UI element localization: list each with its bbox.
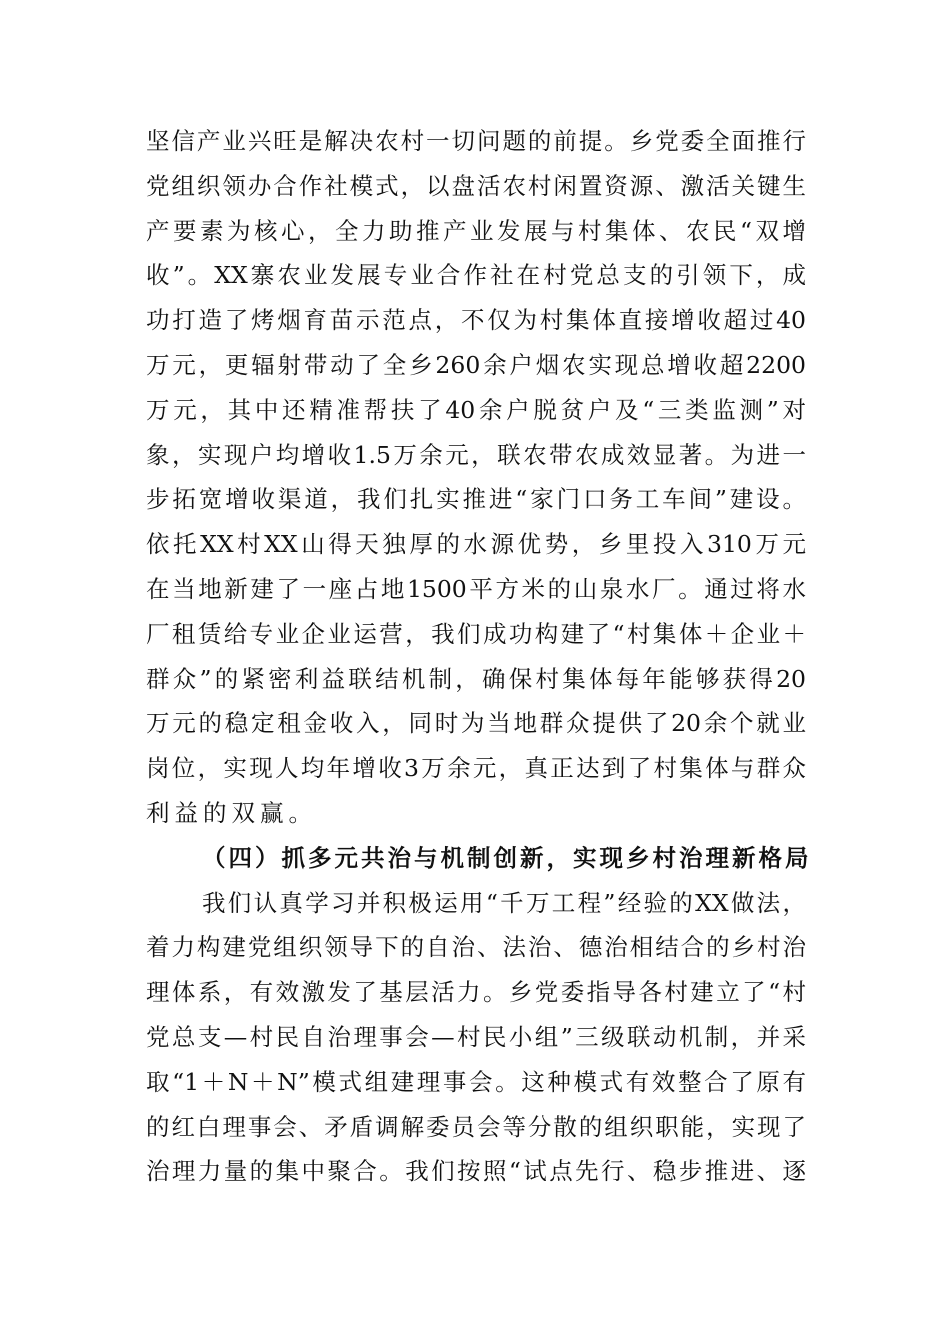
paragraph-line: 收”。XX寨农业发展专业合作社在村党总支的引领下，成 (146, 261, 806, 290)
paragraph-line: 理体系，有效激发了基层活力。乡党委指导各村建立了“村 (146, 978, 806, 1007)
paragraph-line: 万元，更辐射带动了全乡260余户烟农实现总增收超2200 (146, 350, 806, 379)
paragraph-line: 万元，其中还精准帮扶了40余户脱贫户及“三类监测”对 (146, 395, 806, 424)
paragraph-line: 步拓宽增收渠道，我们扎实推进“家门口务工车间”建设。 (146, 485, 806, 514)
paragraph-line: 依托XX村XX山得天独厚的水源优势，乡里投入310万元 (146, 530, 806, 559)
paragraph-line: 功打造了烤烟育苗示范点，不仅为村集体直接增收超过40 (146, 306, 806, 335)
paragraph-line: 产要素为核心，全力助推产业发展与村集体、农民“双增 (146, 216, 806, 245)
paragraph-line: 治理力量的集中聚合。我们按照“试点先行、稳步推进、逐 (146, 1157, 806, 1186)
section-heading: （四）抓多元共治与机制创新，实现乡村治理新格局 (202, 843, 812, 872)
paragraph-line: 着力构建党组织领导下的自治、法治、德治相结合的乡村治 (146, 933, 806, 962)
paragraph-line: 利益的双赢。 (146, 798, 317, 827)
paragraph-rural-governance (146, 881, 806, 1195)
paragraph-line: 象，实现户均增收1.5万余元，联农带农成效显著。为进一 (146, 440, 806, 469)
paragraph-line: 党总支—村民自治理事会—村民小组”三级联动机制，并采 (146, 1022, 806, 1051)
paragraph-line: 坚信产业兴旺是解决农村一切问题的前提。乡党委全面推行 (146, 127, 806, 155)
paragraph-line: 我们认真学习并积极运用“千万工程”经验的XX做法， (202, 888, 806, 917)
paragraph-line: 党组织领办合作社模式，以盘活农村闲置资源、激活关键生 (146, 171, 806, 200)
paragraph-line: 万元的稳定租金收入，同时为当地群众提供了20余个就业 (146, 709, 806, 738)
paragraph-line: 的红白理事会、矛盾调解委员会等分散的组织职能，实现了 (146, 1112, 806, 1141)
paragraph-rural-industry (146, 119, 806, 836)
paragraph-line: 群众”的紧密利益联结机制，确保村集体每年能够获得20 (146, 664, 806, 693)
paragraph-line: 在当地新建了一座占地1500平方米的山泉水厂。通过将水 (146, 574, 806, 603)
paragraph-line: 岗位，实现人均年增收3万余元，真正达到了村集体与群众 (146, 754, 806, 783)
paragraph-line: 厂租赁给专业企业运营，我们成功构建了“村集体＋企业＋ (146, 619, 806, 648)
paragraph-line: 取“1＋N＋N”模式组建理事会。这种模式有效整合了原有 (146, 1067, 806, 1096)
document-body (146, 119, 812, 1194)
